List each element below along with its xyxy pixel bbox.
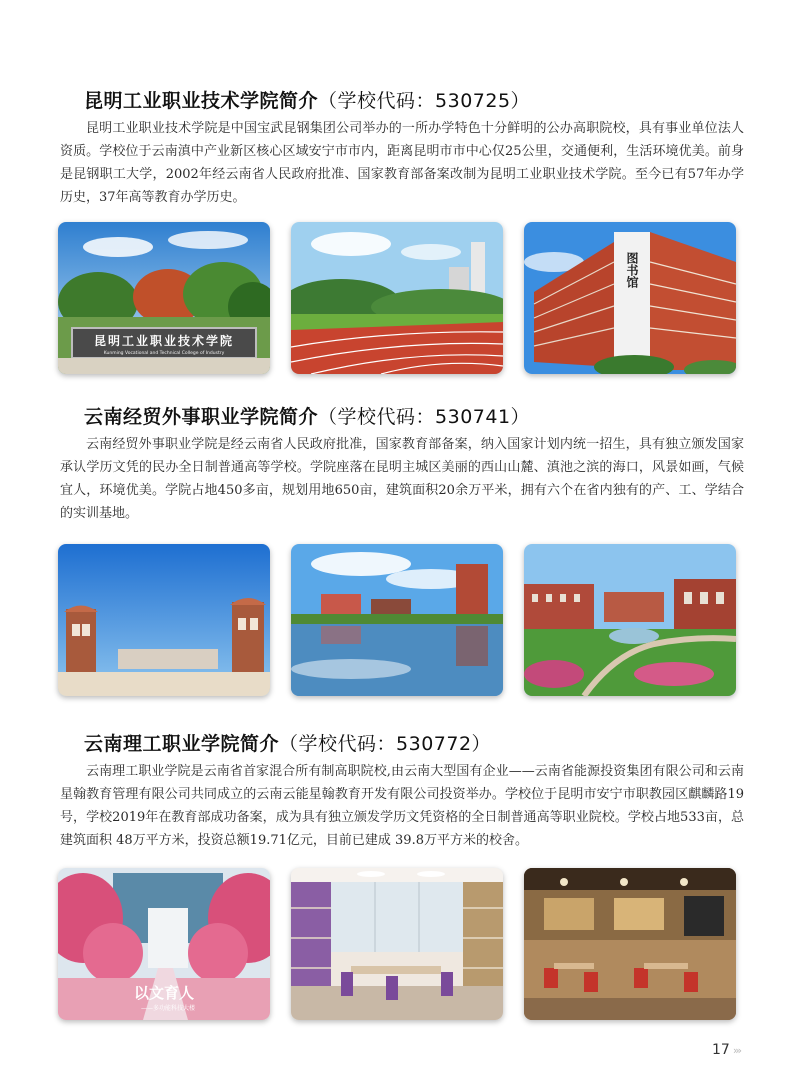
section-3-text: 云南理工职业学院是云南省首家混合所有制高职院校,由云南大型国有企业——云南省能源投资集团有限公司和云南星翰教育管理有限公司共同成立的云南云能星翰教育开发有限公司投资举办。学校位于昆明市安宁市职教园区麒麟路19号，学校2019年在教育部成功备案，成为具有独立颁发学历文凭资格的全日制普通高等职业院校。学校占地533亩，总建筑面积 48万平方米，投资总额19.71亿元，目前已建成 39.8万平方米的校舍。 (60, 764, 744, 848)
photo-cherry-blossom-avenue (58, 868, 270, 1020)
photo-school-gate (58, 222, 270, 374)
photo-campus-gate (58, 544, 270, 696)
gate-sign-en: Kunming Vocational and Technical College of Industry (103, 351, 225, 356)
section-1-name: 昆明工业职业技术学院简介 (84, 90, 319, 112)
section-2-code: （学校代码：530741） (318, 406, 531, 428)
section-2-text: 云南经贸外事职业学院是经云南省人民政府批准，国家教育部备案，纳入国家计划内统一招生，具有独立颁发国家承认学历文凭的民办全日制普通高等学校。学院座落在昆明主城区美丽的西山山麓、滇池之滨的海口，风景如画，气候宜人，环境优美。学院占地450多亩，规划用地650亩，建筑面积20余万平米，拥有六个在省内独有的产、工、学结合的实训基地。 (60, 437, 744, 521)
section-3-code: （学校代码：530772） (279, 733, 492, 755)
photo-lake-campus (291, 544, 503, 696)
slogan-text: 以文育人 (133, 984, 195, 1002)
section-2-title (84, 402, 530, 429)
photo-campus-garden (524, 544, 736, 696)
photo-running-track (291, 222, 503, 374)
page-number (712, 1042, 740, 1058)
photo-canteen (524, 868, 736, 1020)
page-arrows-icon: ››› (732, 1044, 741, 1057)
section-3-name: 云南理工职业学院简介 (84, 733, 280, 755)
section-2-name: 云南经贸外事职业学院简介 (84, 406, 319, 428)
section-1-text: 昆明工业职业技术学院是中国宝武昆钢集团公司举办的一所办学特色十分鲜明的公办高职院校，具有事业单位法人资质。学校位于云南滇中产业新区核心区域安宁市市内，距离昆明市市中心仅25公里，交通便利，生活环境优美。前身是昆钢职工大学，2002年经云南省人民政府批准、国家教育部备案改制为昆明工业职业技术学院。至今已有57年办学历史，37年高等教育办学历史。 (60, 121, 744, 205)
slogan-sub: ——多功能科技大楼 (140, 1005, 196, 1012)
photo-library (524, 222, 736, 374)
photo-reading-room (291, 868, 503, 1020)
gate-sign-text: 昆明工业职业技术学院 (93, 334, 235, 348)
section-3-title (84, 729, 491, 756)
page-number-value: 17 (712, 1042, 730, 1058)
section-1-code: （学校代码：530725） (318, 90, 531, 112)
section-1-title (84, 86, 530, 113)
library-sign-text: 图书馆 (625, 252, 639, 288)
